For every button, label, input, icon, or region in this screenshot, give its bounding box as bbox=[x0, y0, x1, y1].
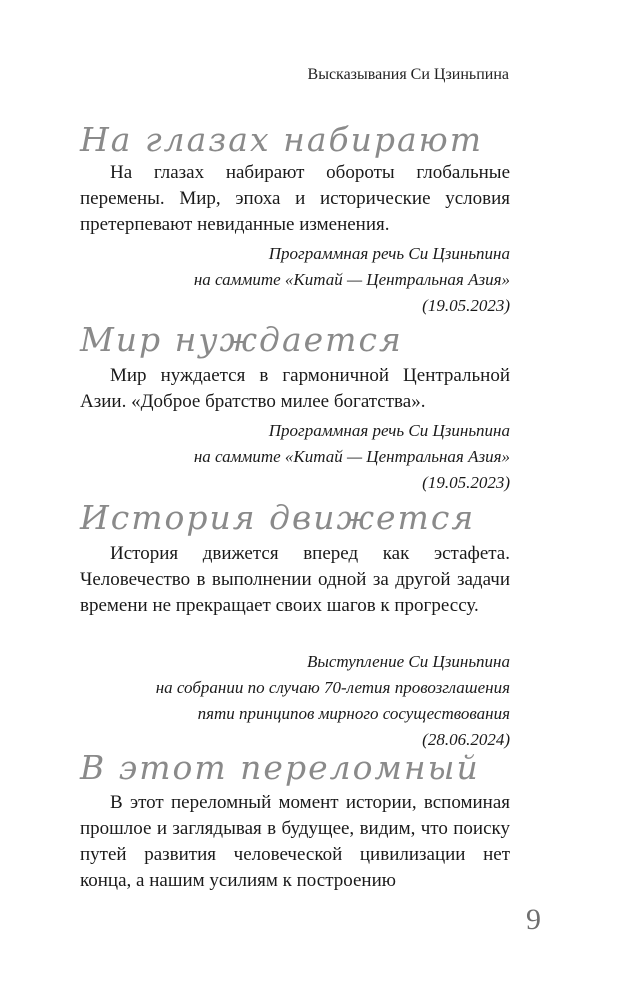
source-3-line-1: Выступление Си Цзиньпина bbox=[306, 652, 510, 671]
paragraph-1 bbox=[80, 160, 510, 238]
paragraph-1-text: На глазах набирают обороты глобальные перемены. Мир, эпоха и исторические условия претерпевают невиданные изменения. bbox=[80, 162, 510, 235]
paragraph-2-text: Мир нуждается в гармоничной Центральной Азии. «Доброе братство милее богатства». bbox=[80, 365, 510, 412]
source-citation-1 bbox=[90, 241, 510, 319]
page-number: 9 bbox=[526, 903, 541, 936]
source-1-line-3: (19.05.2023) bbox=[422, 296, 510, 315]
source-1-line-1: Программная речь Си Цзиньпина bbox=[268, 244, 510, 263]
script-heading-4: В этот переломный bbox=[80, 748, 480, 787]
script-heading-2: Мир нуждается bbox=[80, 320, 403, 359]
paragraph-4-text: В этот переломный момент истории, вспоминая прошлое и заглядывая в будущее, видим, что поиску путей развития человеческой цивилизации нет конца, а нашим усилиям к построению bbox=[80, 792, 510, 891]
source-2-line-3: (19.05.2023) bbox=[422, 473, 510, 492]
paragraph-2 bbox=[80, 363, 510, 415]
script-heading-1: На глазах набирают bbox=[80, 120, 484, 159]
source-citation-3 bbox=[90, 649, 510, 753]
paragraph-3-text: История движется вперед как эстафета. Человечество в выполнении одной за другой задачи времени не прекращает своих шагов к прогрессу. bbox=[80, 543, 510, 616]
source-3-line-2: на собрании по случаю 70-летия провозглашения bbox=[155, 678, 510, 697]
paragraph-4 bbox=[80, 790, 510, 894]
source-2-line-1: Программная речь Си Цзиньпина bbox=[268, 421, 510, 440]
script-heading-3: История движется bbox=[80, 498, 476, 537]
source-3-line-3: пяти принципов мирного сосуществования bbox=[197, 704, 510, 723]
paragraph-3 bbox=[80, 541, 510, 619]
source-1-line-2: на саммите «Китай — Центральная Азия» bbox=[193, 270, 510, 289]
source-3-line-4: (28.06.2024) bbox=[422, 730, 510, 749]
source-2-line-2: на саммите «Китай — Центральная Азия» bbox=[193, 447, 510, 466]
running-header: Высказывания Си Цзиньпина bbox=[307, 66, 509, 83]
source-citation-2 bbox=[90, 418, 510, 496]
